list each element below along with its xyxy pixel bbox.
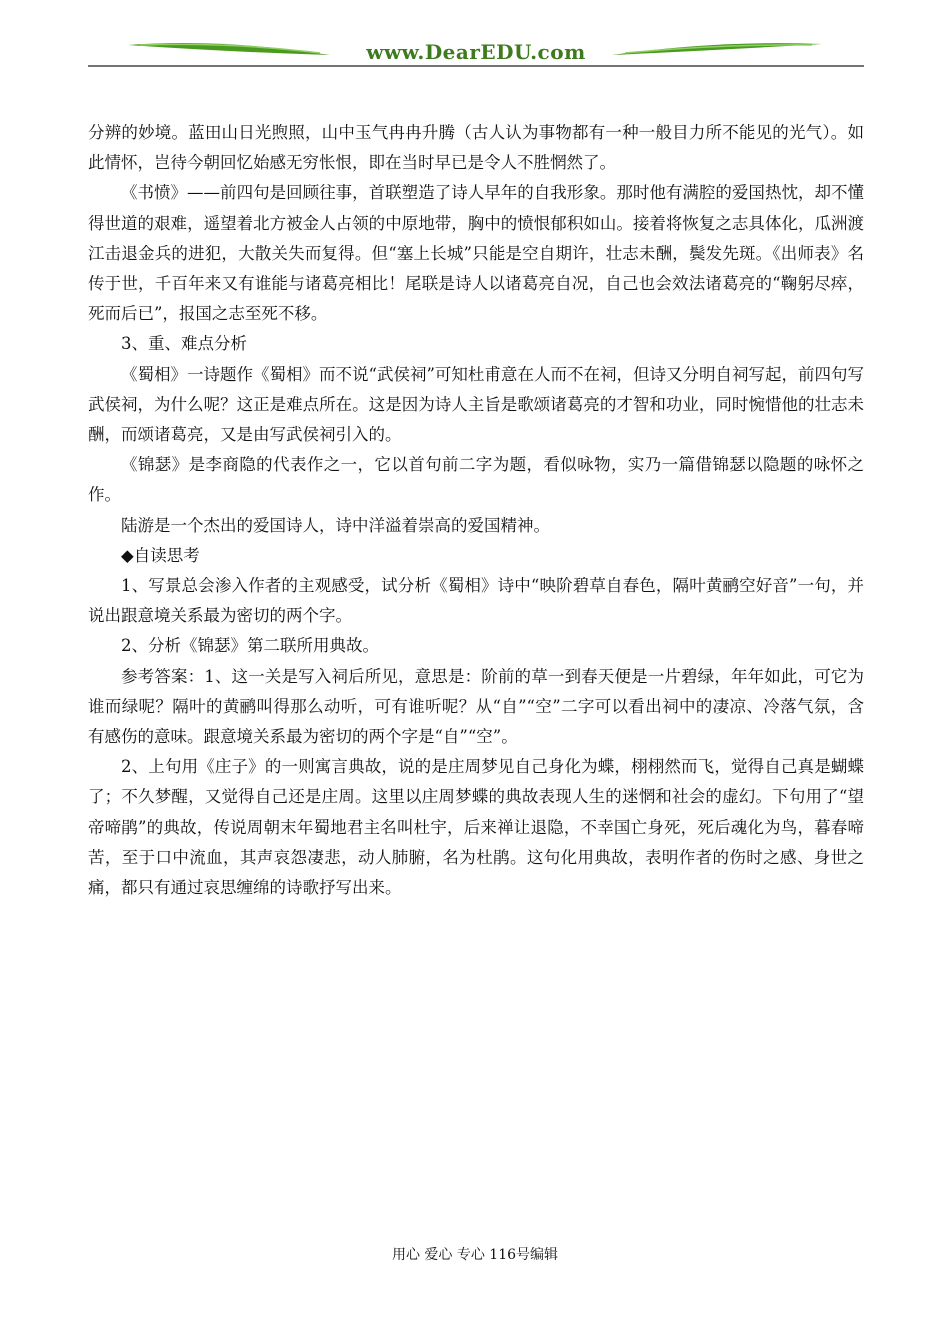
paragraph: 陆游是一个杰出的爱国诗人，诗中洋溢着崇高的爱国精神。 [121,515,550,535]
paragraph: 1、写景总会渗入作者的主观感受，试分析《蜀相》诗中“映阶碧草自春色，隔叶黄鹂空好音”一句，并说出跟意境关系最为密切的两个字。 [88,576,864,626]
paragraph: 《锦瑟》是李商隐的代表作之一，它以首句前二字为题，看似咏物，实乃一篇借锦瑟以隐题的咏怀之作。 [88,455,864,505]
paragraph: 2、上句用《庄子》的一则寓言典故，说的是庄周梦见自己身化为蝶，栩栩然而飞，觉得自己真是蝴蝶了；不久梦醒，又觉得自己还是庄周。这里以庄周梦蝶的典故表现人生的迷惘和社会的虚幻。下句用了“望帝啼鹃”的典故，传说周朝末年蜀地君主名叫杜宇，后来禅让退隐，不幸国亡身死，死后魂化为鸟，暮春啼苦，至于口中流血，其声哀怨凄悲，动人肺腑，名为杜鹃。这句化用典故，表明作者的伤时之感、身世之痛，都只有通过哀思缠绵的诗歌抒写出来。 [88,757,864,898]
paragraph: 《蜀相》一诗题作《蜀相》而不说“武侯祠”可知杜甫意在人而不在祠，但诗又分明自祠写起，前四句写武侯祠，为什么呢？这正是难点所在。这是因为诗人主旨是歌颂诸葛亮的才智和功业，同时惋惜他的壮志未酬，而颂诸葛亮，又是由写武侯祠引入的。 [88,364,864,445]
paragraph: 2、分析《锦瑟》第二联所用典故。 [121,636,379,656]
paragraph: 参考答案：1、这一关是写入祠后所见，意思是：阶前的草一到春天便是一片碧绿，年年如此，可它为谁而绿呢？隔叶的黄鹂叫得那么动听，可有谁听呢？从“自”“空”二字可以看出祠中的凄凉、冷落气氛，含有感伤的意味。跟意境关系最为密切的两个字是“自”“空”。 [88,666,864,747]
paragraph: 分辨的妙境。蓝田山日光煦照，山中玉气冉冉升腾（古人认为事物都有一种一般目力所不能见的光气）。如此情怀，岂待今朝回忆始感无穷怅恨，即在当时早已是令人不胜惘然了。 [88,123,864,173]
paragraph: 3、重、难点分析 [121,334,247,354]
paragraph: 《书愤》——前四句是回顾往事，首联塑造了诗人早年的自我形象。那时他有满腔的爱国热忱，却不懂得世道的艰难，遥望着北方被金人占领的中原地带，胸中的愤恨郁积如山。接着将恢复之志具体化，瓜洲渡江击退金兵的进犯，大散关失而复得。但“塞上长城”只能是空自期许，壮志未酬，鬓发先斑。《出师表》名传于世，千百年来又有谁能与诸葛亮相比！尾联是诗人以诸葛亮自况，自己也会效法诸葛亮的“鞠躬尽瘁，死而后已”，报国之志至死不移。 [88,183,864,324]
paragraph: ◆自读思考 [121,545,200,565]
page-header [0,0,950,80]
document-body [88,118,864,903]
site-logo-text: www.DearEDU.com [366,40,586,64]
page-footer: 用心 爱心 专心 116号编辑 [391,1247,559,1263]
